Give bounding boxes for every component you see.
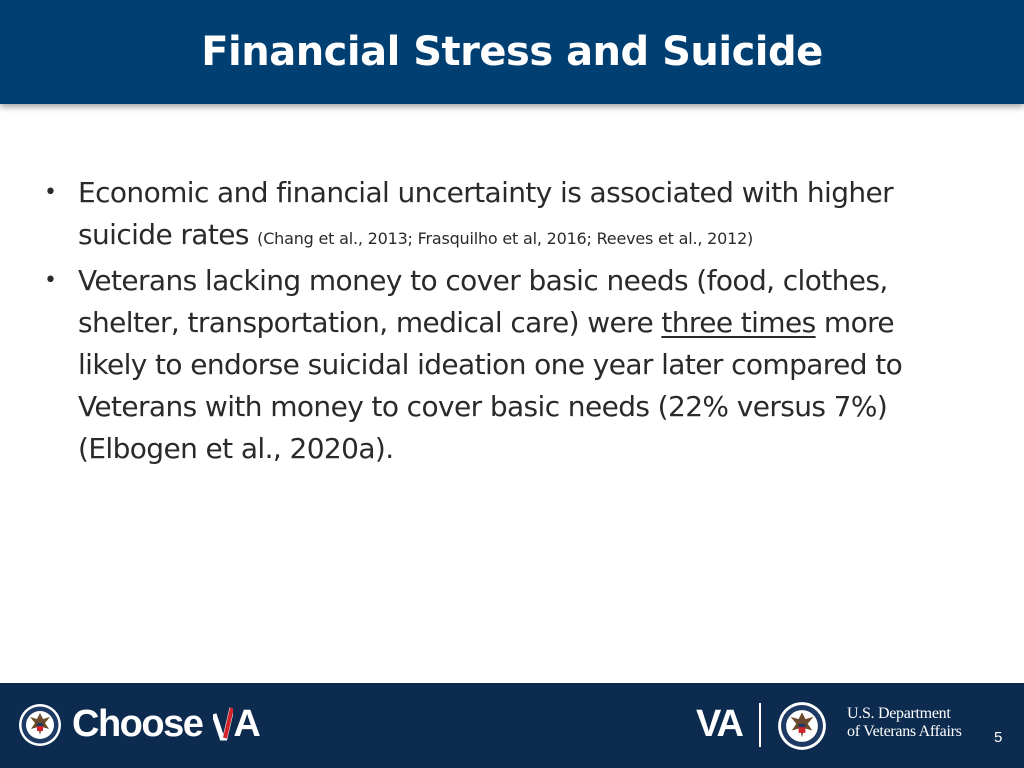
bullet-item xyxy=(42,260,942,470)
title-bar xyxy=(0,0,1024,104)
choose-va-check-icon xyxy=(213,706,233,742)
bullet-list xyxy=(42,172,942,470)
bullet-item xyxy=(42,172,942,260)
page-number: 5 xyxy=(994,729,1003,746)
citation: (Chang et al., 2013; Frasquilho et al, 2016; Reeves et al., 2012) xyxy=(257,229,754,248)
footer-divider xyxy=(759,703,761,747)
bullet-dot-icon: • xyxy=(44,268,57,293)
department-line-1: U.S. Department xyxy=(847,705,951,722)
bullet-dot-icon: • xyxy=(44,180,57,205)
choose-va-logo xyxy=(72,700,259,748)
va-logo: VA xyxy=(696,703,742,745)
emphasis-text: three times xyxy=(661,306,816,339)
va-seal-icon xyxy=(777,701,827,751)
department-name xyxy=(847,705,962,741)
bullet-text: Veterans lacking money to cover basic needs (food, clothes, shelter, transportation, medical care) were xyxy=(78,264,888,339)
choose-va-logo-suffix: A xyxy=(233,703,260,745)
bullet-text-continued: more likely to endorse suicidal ideation one year later compared to Veterans with money to cover basic needs (22% versus 7%) (Elbogen et al., 2020a). xyxy=(78,306,903,465)
slide-title: Financial Stress and Suicide xyxy=(201,29,823,75)
department-line-2: of Veterans Affairs xyxy=(847,723,962,740)
va-seal-icon xyxy=(18,703,62,747)
choose-va-logo-prefix: Choose xyxy=(72,703,203,745)
bullet-text: Economic and financial uncertainty is associated with higher suicide rates xyxy=(78,176,894,251)
